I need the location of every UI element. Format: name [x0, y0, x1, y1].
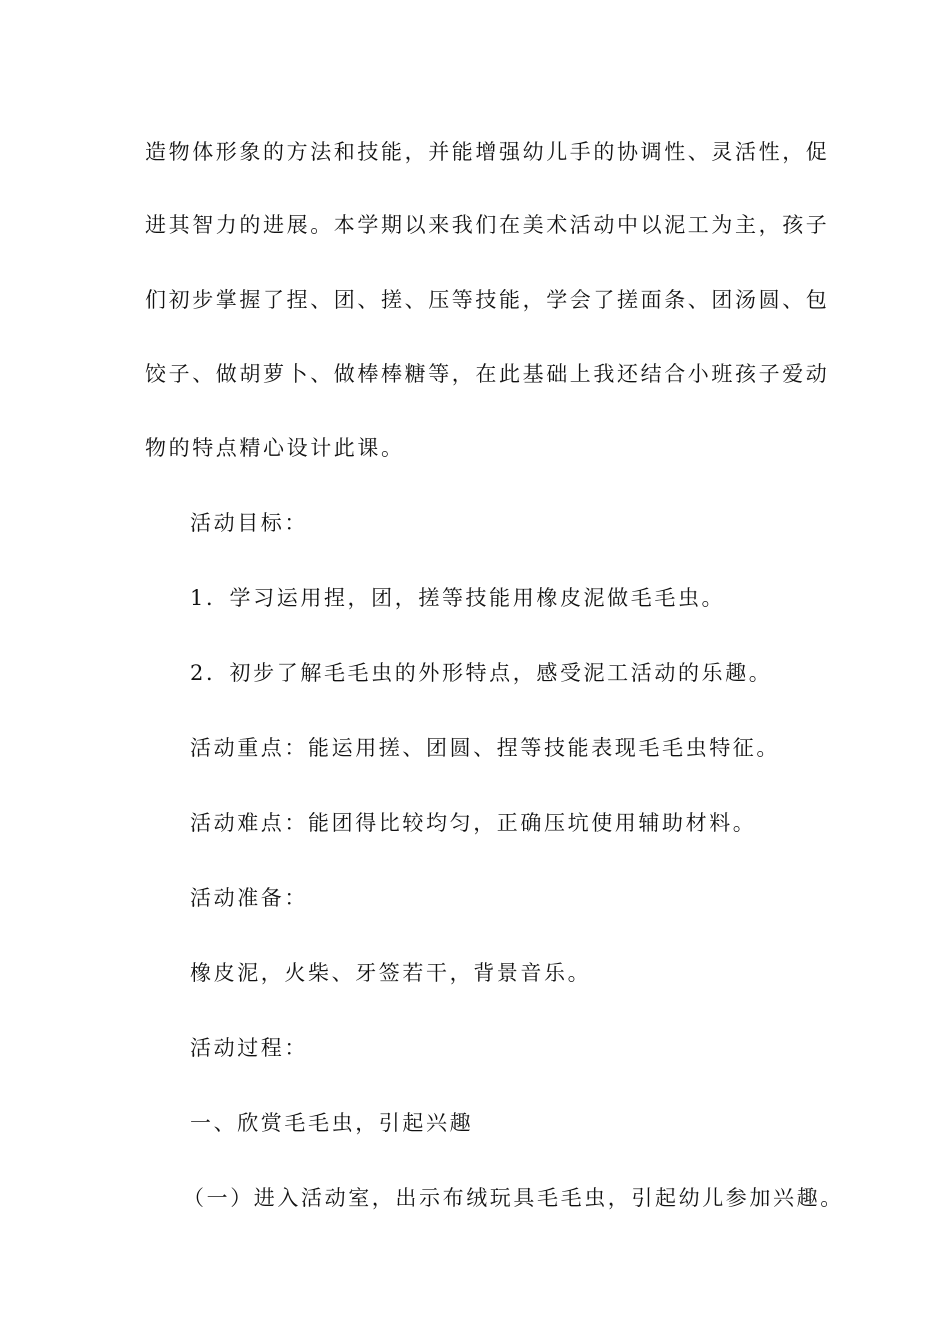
goals-heading: 活动目标： [190, 511, 308, 535]
key-point: 活动重点：能运用搓、团圆、捏等技能表现毛毛虫特征。 [190, 736, 780, 760]
goal-item-2: 2．初步了解毛毛虫的外形特点，感受泥工活动的乐趣。 [190, 661, 773, 685]
intro-line-1: 造物体形象的方法和技能，并能增强幼儿手的协调性、灵活性，促 [145, 140, 830, 164]
preparation-heading: 活动准备： [190, 886, 308, 910]
preparation-text: 橡皮泥，火柴、牙签若干，背景音乐。 [190, 961, 592, 985]
intro-line-4: 饺子、做胡萝卜、做棒棒糖等，在此基础上我还结合小班孩子爱动 [145, 362, 830, 386]
process-step-1: （一）进入活动室，出示布绒玩具毛毛虫，引起幼儿参加兴趣。 [183, 1186, 844, 1210]
intro-line-5: 物的特点精心设计此课。 [145, 436, 405, 460]
intro-line-2: 进其智力的进展。本学期以来我们在美术活动中以泥工为主，孩子 [145, 213, 830, 237]
process-heading: 活动过程： [190, 1036, 308, 1060]
process-section-1: 一、欣赏毛毛虫，引起兴趣 [190, 1111, 474, 1135]
difficulty: 活动难点：能团得比较均匀，正确压坑使用辅助材料。 [190, 811, 757, 835]
intro-line-3: 们初步掌握了捏、团、搓、压等技能，学会了搓面条、团汤圆、包 [145, 288, 830, 312]
goal-item-1: 1．学习运用捏，团，搓等技能用橡皮泥做毛毛虫。 [190, 586, 726, 610]
